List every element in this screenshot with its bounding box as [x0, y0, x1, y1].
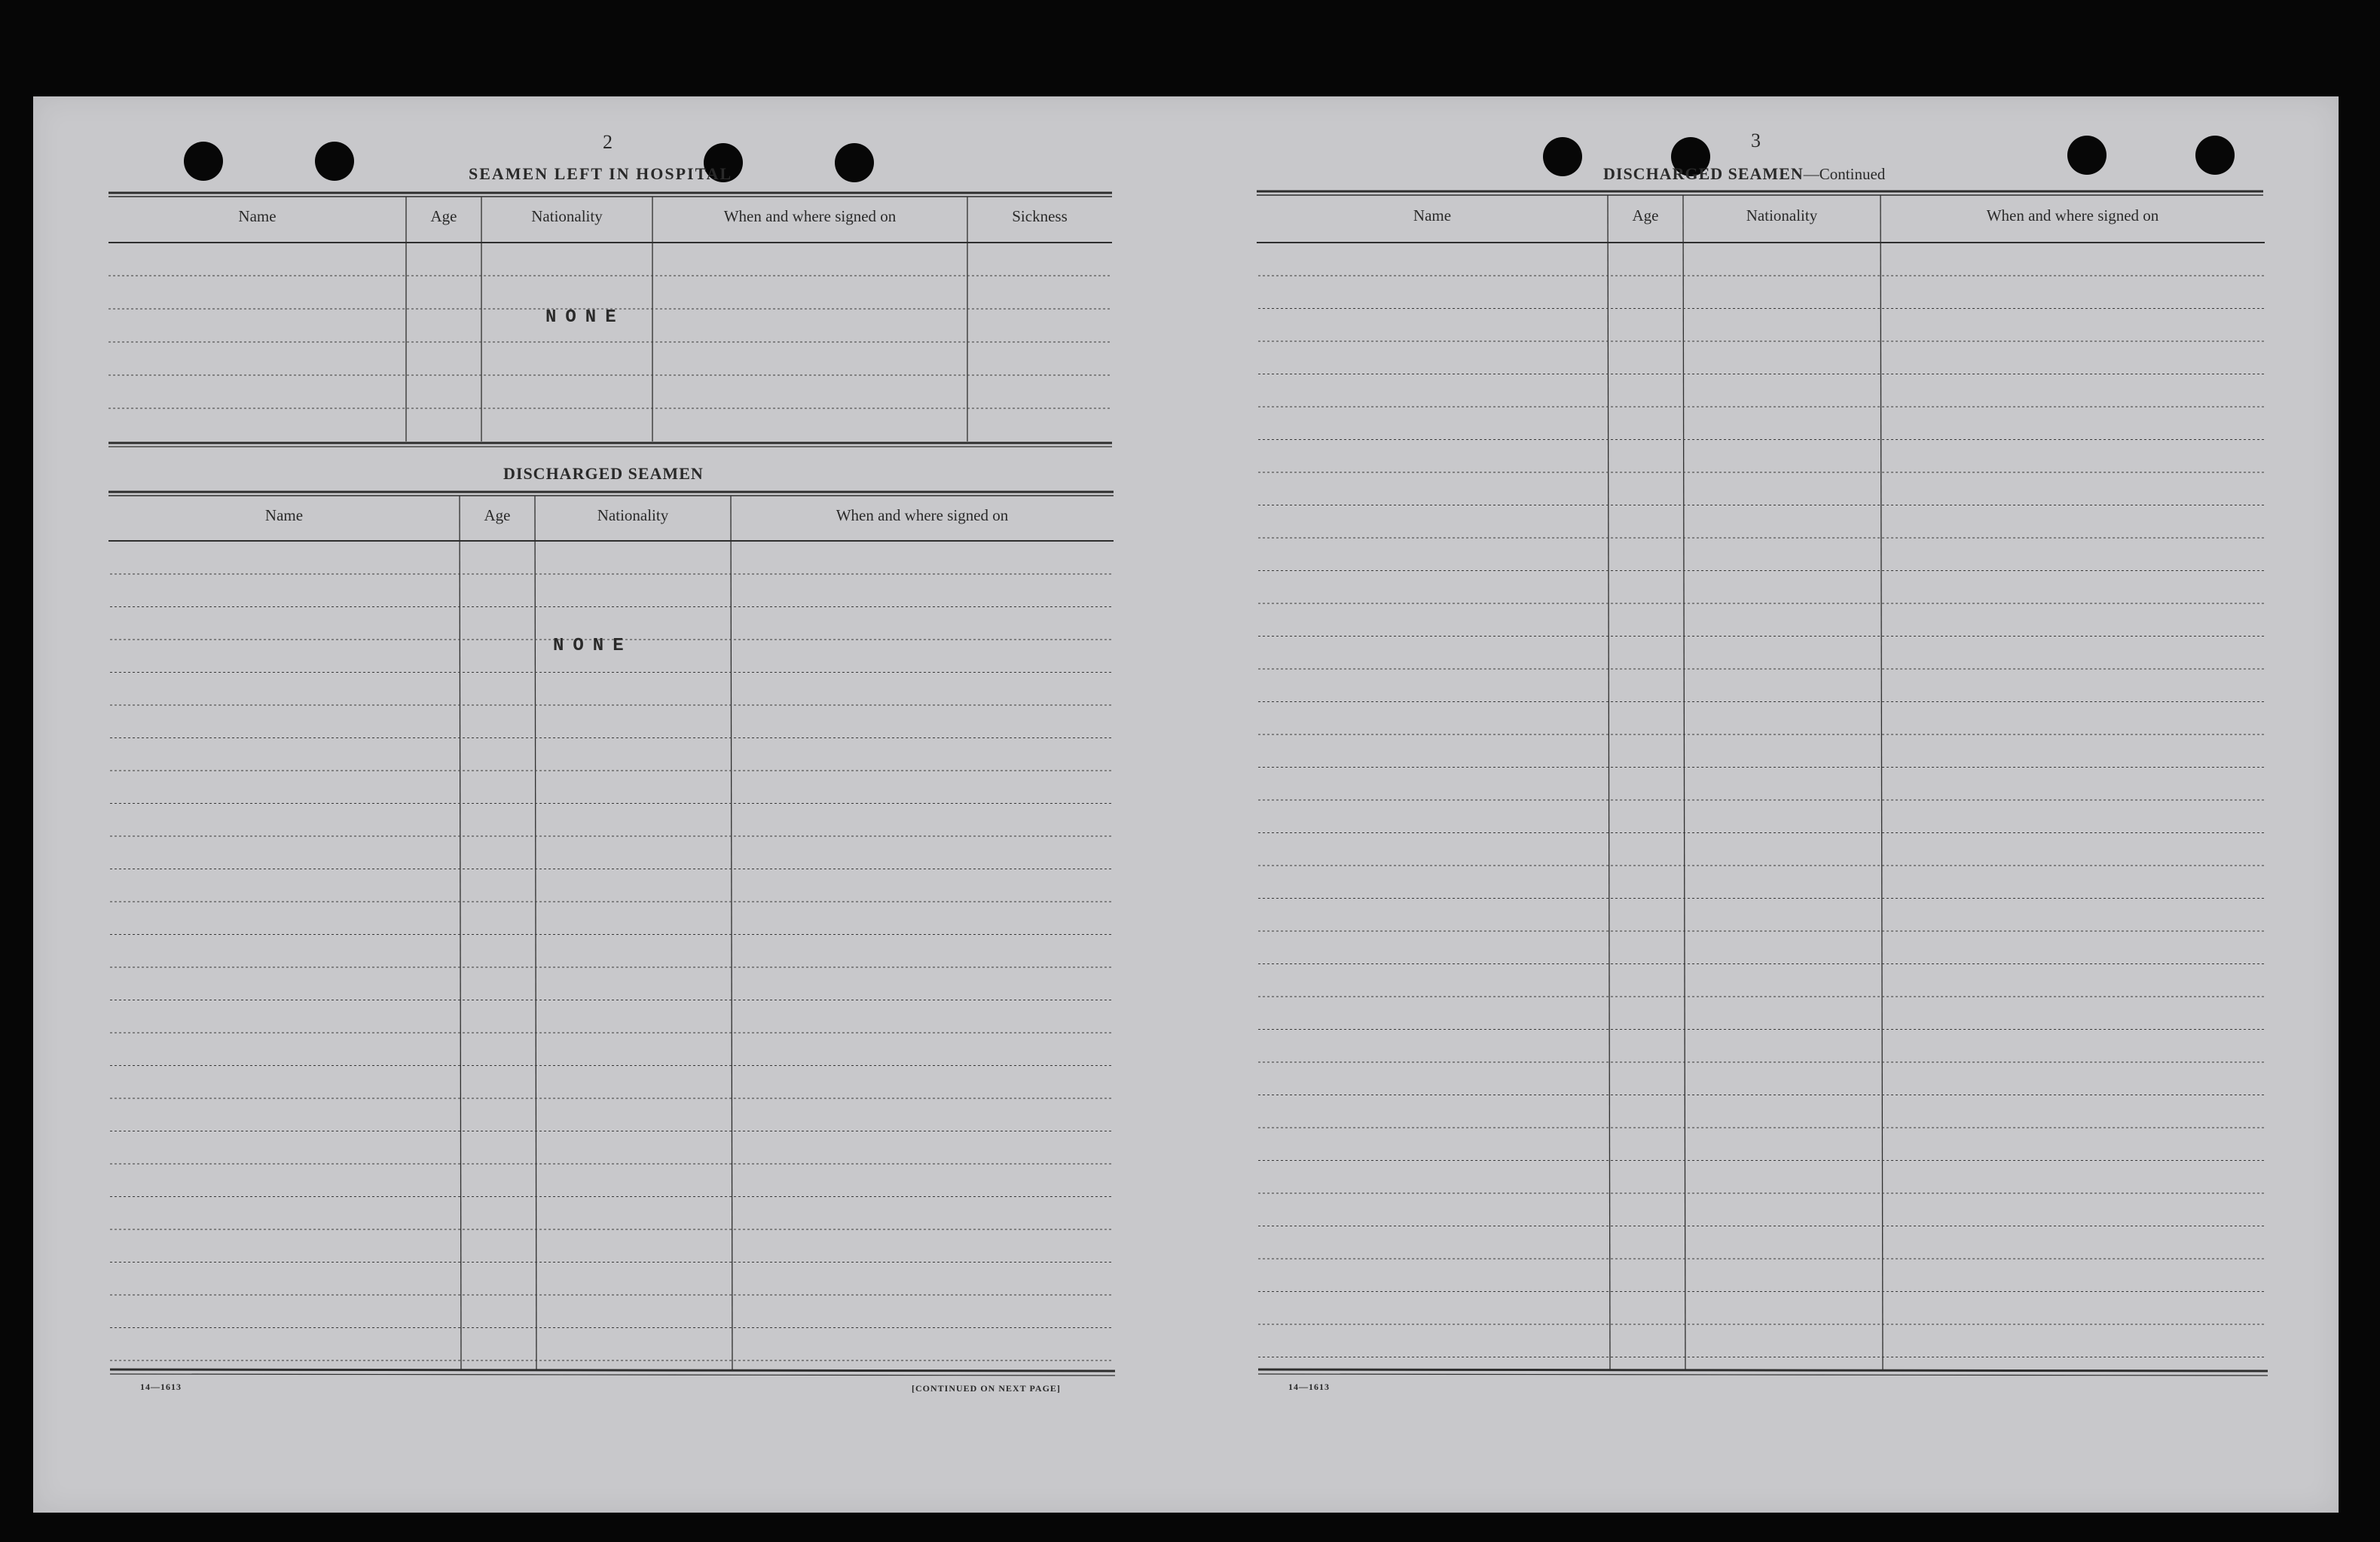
- discharged-none-entry: NONE: [553, 636, 633, 656]
- continued-col-age: Age: [1632, 206, 1659, 224]
- discharged-continued-suffix: —Continued: [1803, 165, 1886, 183]
- hospital-col-name: Name: [238, 207, 276, 225]
- hospital-col-signed-on: When and where signed on: [723, 207, 897, 225]
- continued-col-name: Name: [1413, 206, 1452, 224]
- discharged-col-name: Name: [264, 506, 304, 524]
- ruled-lines: [33, 96, 2339, 1513]
- continued-col-signed-on: When and where signed on: [1986, 206, 2159, 224]
- page-number-right: 3: [1751, 130, 1761, 151]
- form-number-left: 14—1613: [140, 1382, 182, 1392]
- hospital-section-title: SEAMEN LEFT IN HOSPITAL: [469, 164, 733, 183]
- form-number-right: 14—1613: [1288, 1382, 1330, 1392]
- discharged-col-age: Age: [484, 506, 511, 524]
- page-number-left: 2: [603, 131, 613, 153]
- continued-col-nationality: Nationality: [1746, 206, 1818, 224]
- hospital-none-entry: NONE: [545, 307, 625, 328]
- discharged-col-signed-on: When and where signed on: [836, 506, 1009, 524]
- hospital-col-nationality: Nationality: [531, 207, 603, 225]
- hospital-col-age: Age: [430, 207, 457, 225]
- discharged-section-title: DISCHARGED SEAMEN: [503, 464, 704, 483]
- hospital-col-sickness: Sickness: [1012, 207, 1068, 225]
- continued-note: [CONTINUED ON NEXT PAGE]: [912, 1383, 1061, 1394]
- discharged-continued-title: [1603, 164, 1885, 184]
- discharged-col-nationality: Nationality: [597, 506, 669, 524]
- discharged-continued-title-main: DISCHARGED SEAMEN: [1603, 164, 1804, 183]
- ledger-sheet: [33, 96, 2339, 1513]
